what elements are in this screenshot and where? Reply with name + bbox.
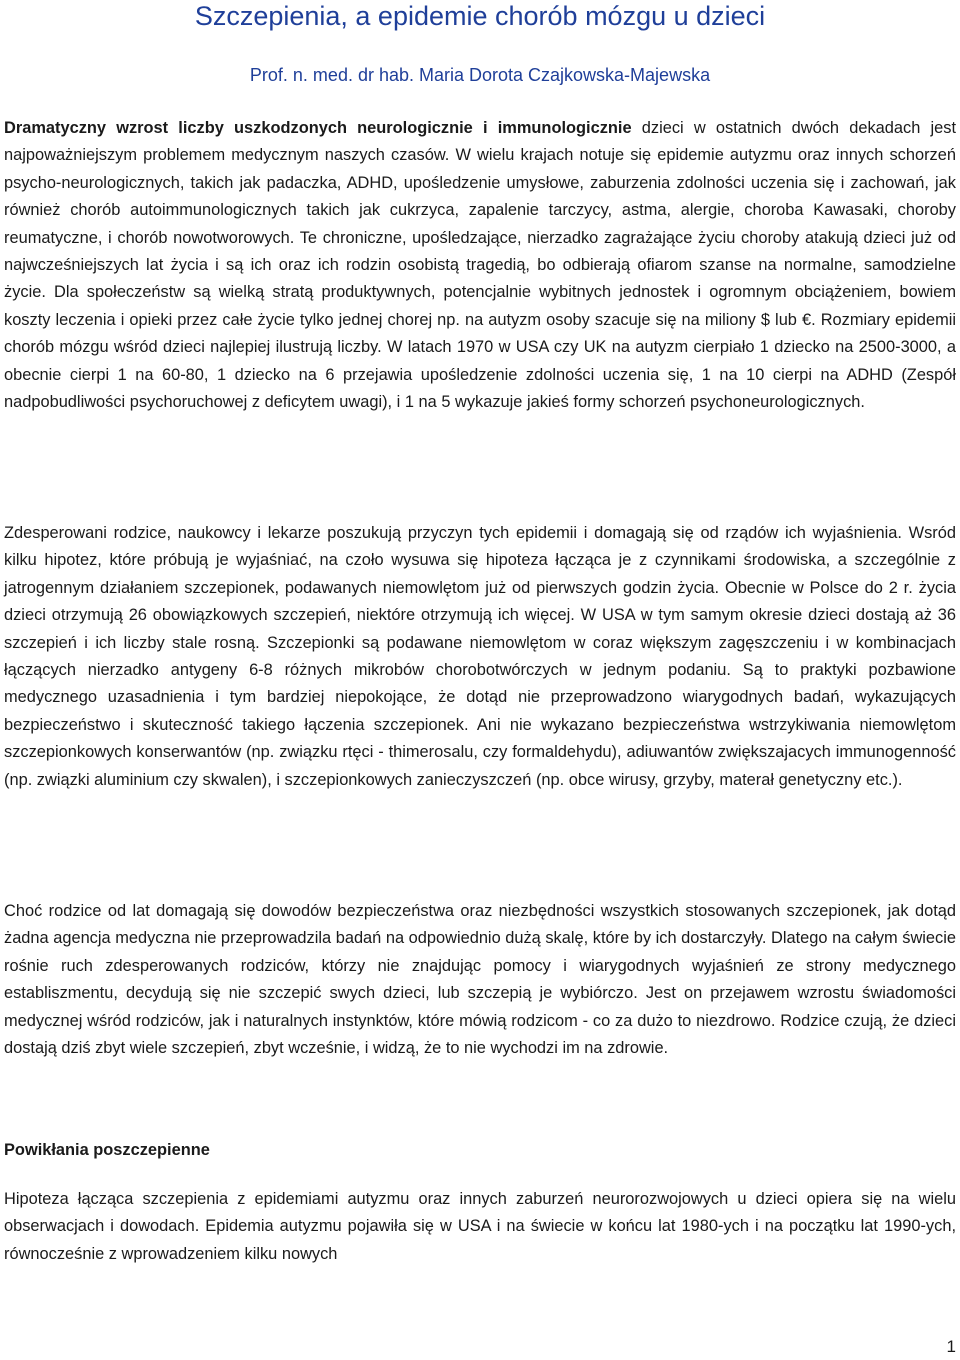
document-title: Szczepienia, a epidemie chorób mózgu u dzieci bbox=[194, 1, 766, 31]
page-number: 1 bbox=[946, 1337, 956, 1356]
author-line: Prof. n. med. dr hab. Maria Dorota Czajkowska-Majewska bbox=[249, 65, 711, 85]
paragraph-parents: Choć rodzice od lat domagają się dowodów bezpieczeństwa oraz niezbędności wszystkich stosowanych szczepionek, jak dotąd żadna agencja medyczna nie przeprowadzila badań na odpowiednio dużą skalę, które by ich dostarczyły. Dlatego na całym świecie rośnie ruch zdesperowanych rodziców, którzy nie znajdując pomocy i wiarygodnych wyjaśnień ze strony medycznego establiszmentu, decydują się nie szczepić swych dzieci, lub szczepią je wybiórczo. Jest on przejawem wzrostu świadomości medycznej wśród rodziców, jak i naturalnych instynktów, które mówią rodzicom - co za dużo to niezdrowo. Rodzice czują, że dzieci dostają dziś zbyt wiele szczepień, zbyt wcześnie, i widzą, że to nie wychodzi im na zdrowie. bbox=[4, 902, 956, 1058]
section-heading: Powikłania poszczepienne bbox=[4, 1141, 210, 1159]
paragraph-intro-text: dzieci w ostatnich dwóch dekadach jest najpoważniejszym problemem medycznym naszych czasów. W wielu krajach notuje się epidemie autyzmu oraz innych schorzeń psycho-neurologicznych, takich jak padaczka, ADHD, upośledzenie umysłowe, zaburzenia zdolności uczenia się i zachowań, jak również chorób autoimmunologicznych takich jak cukrzyca, zapalenie tarczycy, astma, alergie, choroba Kawasaki, choroby reumatyczne, i chorób nowotworowych. Te chroniczne, upośledzające, nierzadko zagrażające życiu choroby atakują dzieci już od najwcześniejszych lat życia i są ich oraz ich rodzin osobistą tragedią, bo odbierają ofiarom szanse na normalne, samodzielne życie. Dla społeczeństw są wielką stratą produktywnych, potencjalnie wybitnych jednostek i ogromnym obciążeniem, bowiem koszty leczenia i opieki przez całe życie tylko jednej chorej np. na autyzm osoby szacuje się na miliony $ lub €. Rozmiary epidemii chorób mózgu wśród dzieci najlepiej ilustrują liczby. W latach 1970 w USA czy UK na autyzm cierpiało 1 dziecko na 2500-3000, a obecnie cierpi 1 na 60-80, 1 dziecko na 6 przejawia upośledzenie zdolności uczenia się, 1 na 10 cierpi na ADHD (Zespół nadpobudliwości psychoruchowej z deficytem uwagi), i 1 na 5 wykazuje jakieś formy schorzeń psychoneurologicznych. bbox=[4, 119, 957, 412]
paragraph-complications: Hipoteza łącząca szczepienia z epidemiami autyzmu oraz innych zaburzeń neurorozwojowych u dzieci opiera się na wielu obserwacjach i dowodach. Epidemia autyzmu pojawiła się w USA i na świecie w końcu lat 1980-ych i na początku lat 1990-ych, równocześnie z wprowadzeniem kilku nowych bbox=[4, 1190, 956, 1263]
paragraph-intro-bold: Dramatyczny wzrost liczby uszkodzonych neurologicznie i immunologicznie bbox=[4, 119, 632, 137]
paragraph-hypotheses: Zdesperowani rodzice, naukowcy i lekarze poszukują przyczyn tych epidemii i domagają się od rządów ich wyjaśnienia. Wsród kilku hipotez, które próbują je wyjaśniać, na czoło wysuwa się hipoteza łącząca je z czynnikami środowiska, a szczególnie z jatrogennym działaniem szczepionek, podawanych niemowlętom już od pierwszych godzin życia. Obecnie w Polsce do 2 r. życia dzieci otrzymują 26 obowiązkowych szczepień, niektóre otrzymują ich więcej. W USA w tym samym okresie dzieci dostają aż 36 szczepień i ich liczby stale rosną. Szczepionki są podawane niemowlętom w coraz większym zagęszczeniu i w kombinacjach łączących nierzadko antygeny 6-8 różnych mikrobów chorobotwórczych w jednym podaniu. Są to praktyki pozbawione medycznego uzasadnienia i tym bardziej niepokojące, że dotąd nie przeprowadzono wiarygodnych badań, wykazujących bezpieczeństwo i skuteczność takiego łączenia szczepionek. Ani nie wykazano bezpieczeństwa wstrzykiwania niemowlętom szczepionkowych konserwantów (np. związku rtęci - thimerosalu, czy formaldehydu), adiuwantów zwiększajacych immunogenność (np. związki aluminium czy skwalen), i szczepionkowych zanieczyszczeń (np. obce wirusy, grzyby, materał genetyczny etc.). bbox=[4, 524, 956, 789]
paragraph-intro bbox=[4, 115, 956, 416]
